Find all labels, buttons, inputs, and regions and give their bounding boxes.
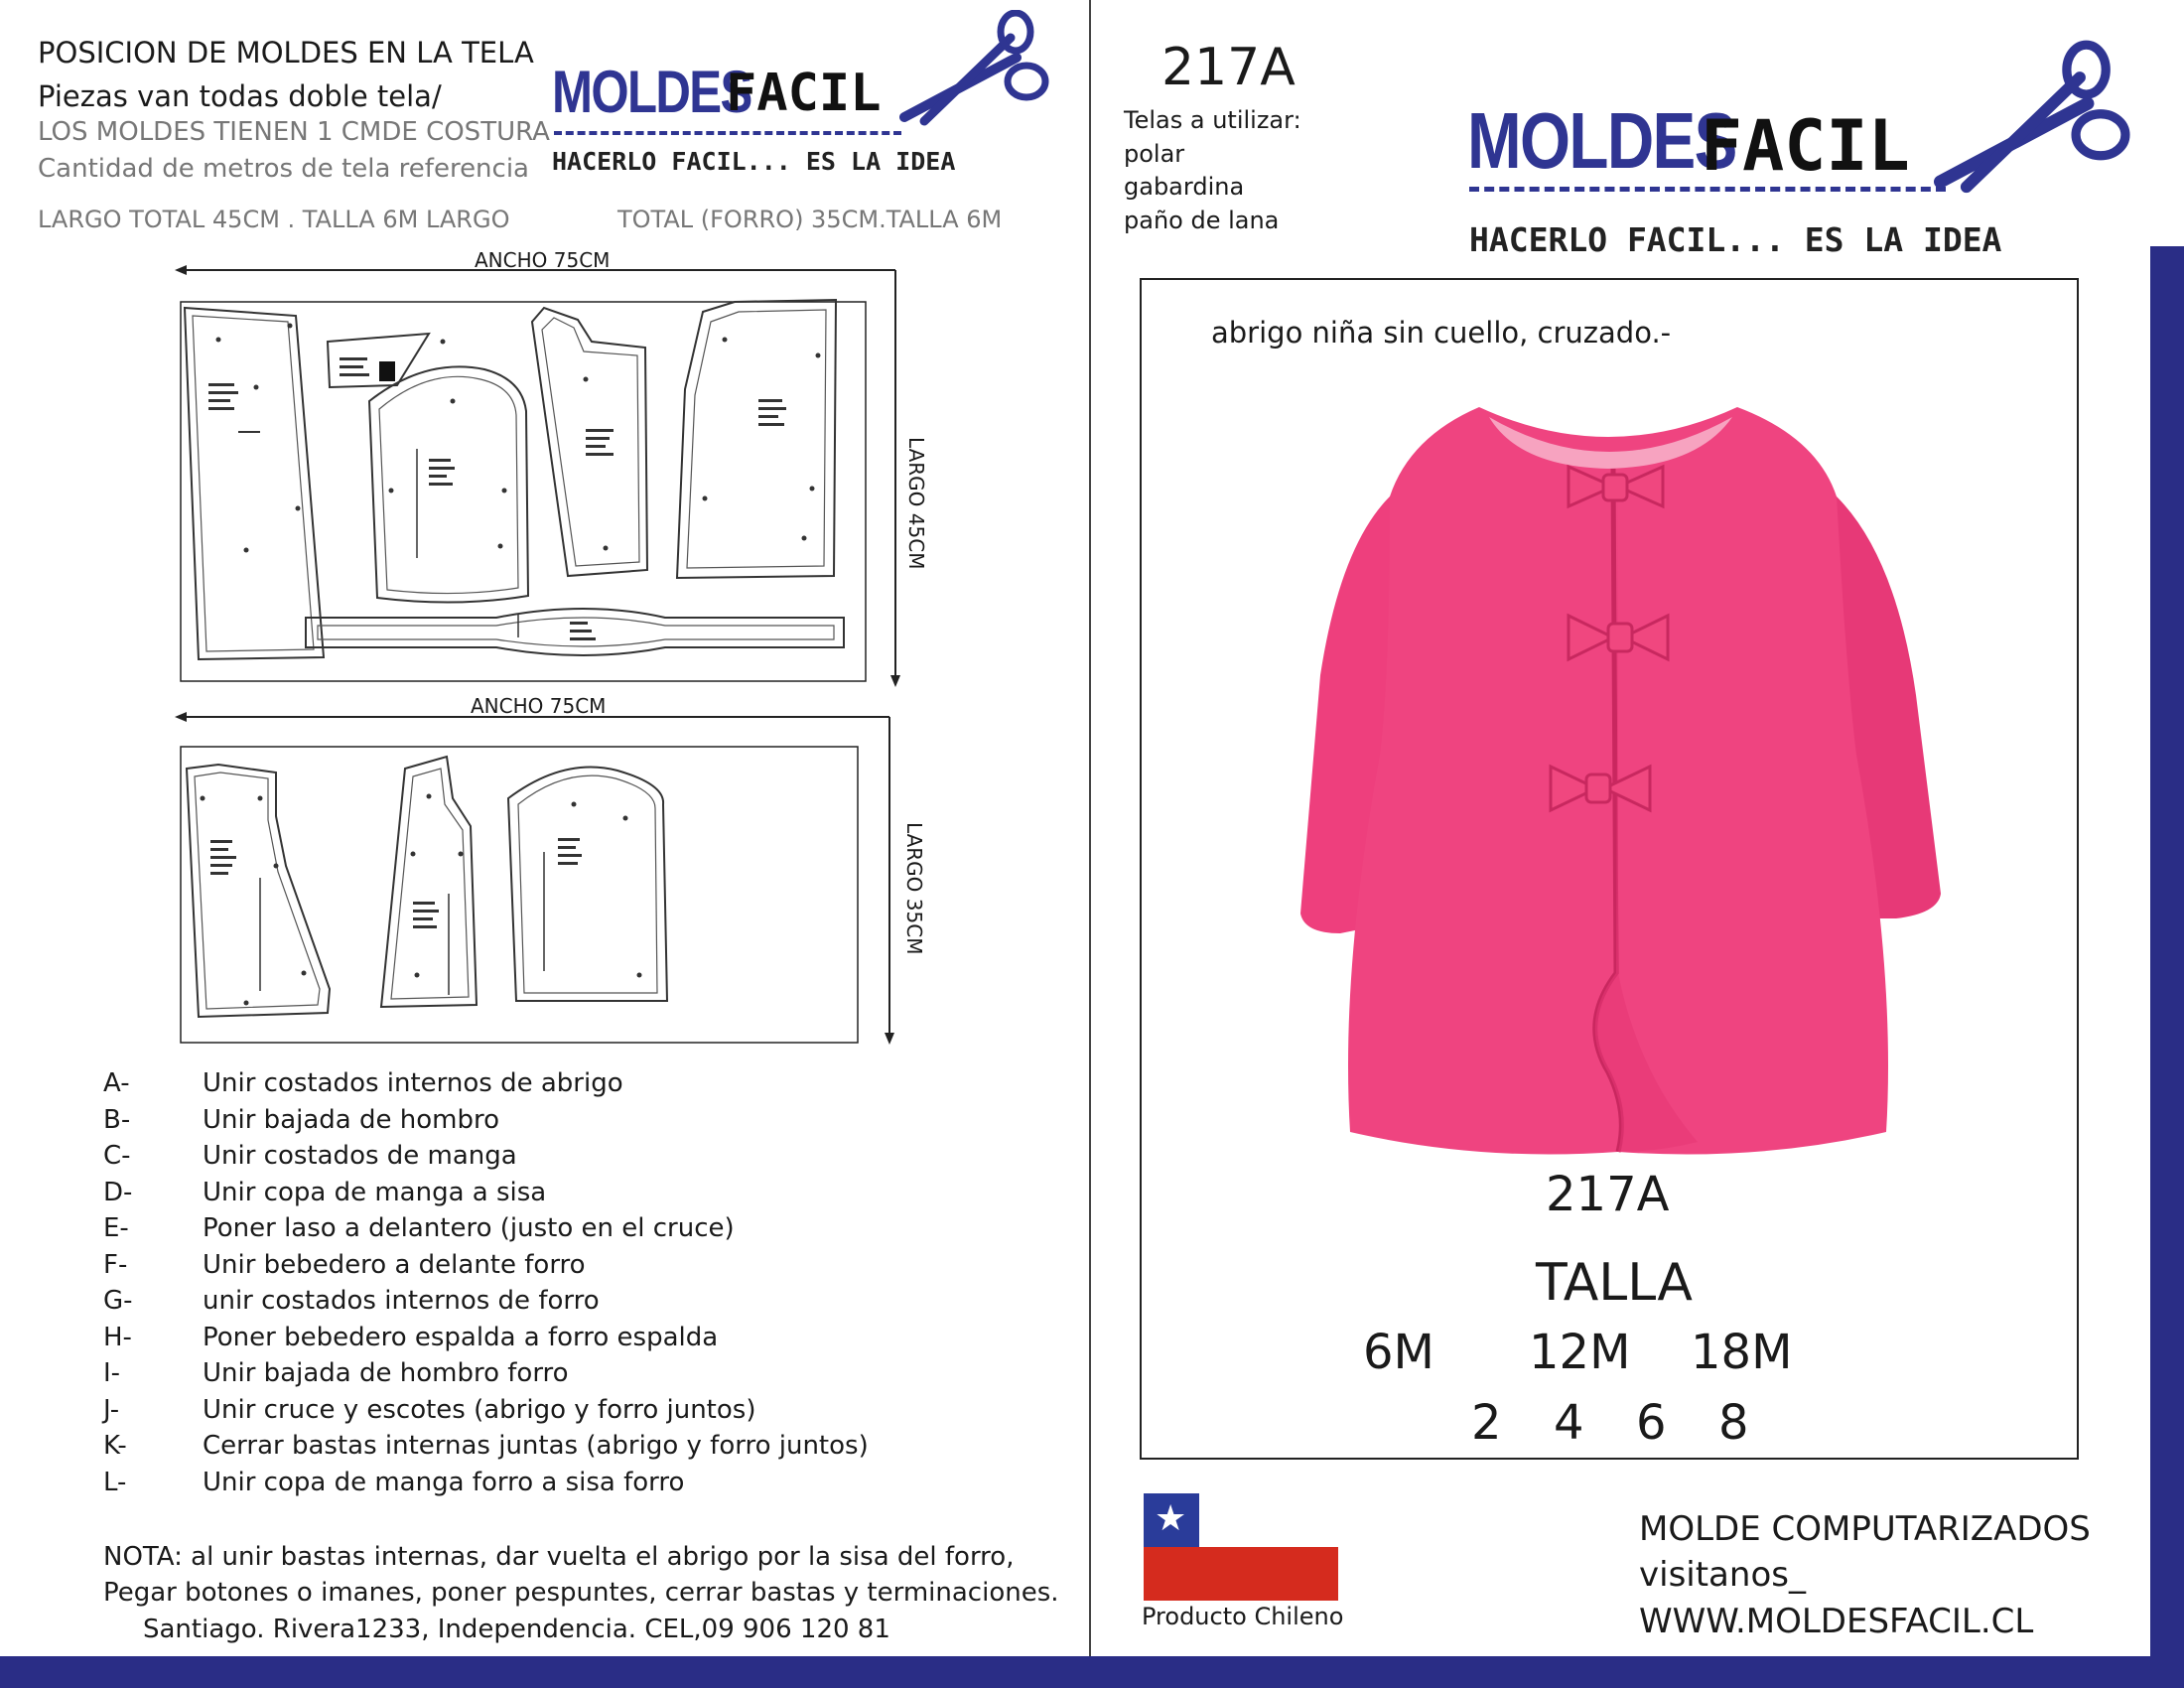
list-item — [103, 1175, 997, 1211]
fabric-meters-note: Cantidad de metros de tela referencia — [38, 154, 529, 184]
step-text: Unir costados de manga — [203, 1141, 517, 1172]
logo-left — [552, 10, 1058, 184]
step-letter: C- — [103, 1141, 131, 1172]
layout-line-2: Piezas van todas doble tela/ — [38, 79, 442, 113]
flag-caption: Producto Chileno — [1142, 1603, 1344, 1630]
logo-right — [1467, 40, 2152, 268]
step-text: Unir bebedero a delante forro — [203, 1249, 586, 1280]
layout2-diagram — [169, 707, 923, 1055]
size-12m: 12M — [1529, 1325, 1631, 1380]
list-item — [103, 1138, 997, 1175]
steps-list — [103, 1065, 997, 1500]
seam-allowance-note: LOS MOLDES TIENEN 1 CMDE COSTURA — [38, 117, 550, 147]
scissors-icon — [899, 10, 1058, 129]
size-6: 6 — [1636, 1395, 1667, 1451]
logo-moldes-text: MOLDES — [552, 59, 751, 125]
product-description: abrigo niña sin cuello, cruzado.- — [1211, 316, 1672, 350]
chile-flag-icon: ★ — [1144, 1493, 1338, 1601]
footer-line-1: MOLDE COMPUTARIZADOS — [1639, 1509, 2091, 1549]
footer-line-2: visitanos_ — [1639, 1555, 1806, 1595]
address: Santiago. Rivera1233, Independencia. CEL,09 906 120 81 — [143, 1615, 890, 1644]
layout1-diagram — [169, 260, 933, 697]
size-18m: 18M — [1691, 1325, 1793, 1380]
layout1-height-label: LARGO 45CM — [904, 437, 928, 570]
size-8: 8 — [1718, 1395, 1749, 1451]
step-letter: I- — [103, 1358, 121, 1389]
page-divider — [1089, 0, 1091, 1688]
step-text: Unir cruce y escotes (abrigo y forro juntos) — [203, 1394, 756, 1425]
step-text: Unir costados internos de abrigo — [203, 1068, 623, 1099]
step-letter: E- — [103, 1213, 129, 1244]
logo-facil-text: FACIL — [1701, 105, 1910, 187]
list-item — [103, 1065, 997, 1102]
list-item — [103, 1392, 997, 1429]
coat-illustration — [1281, 377, 1946, 1162]
list-item — [103, 1102, 997, 1139]
step-letter: B- — [103, 1104, 131, 1135]
bottom-bar — [0, 1656, 2184, 1688]
layout2-width-label: ANCHO 75CM — [471, 694, 607, 718]
logo-facil-text: FACIL — [726, 64, 882, 123]
logo-dash-line — [554, 131, 901, 135]
list-item — [103, 1210, 997, 1247]
step-letter: K- — [103, 1431, 127, 1462]
step-letter: L- — [103, 1467, 127, 1497]
list-item — [103, 1465, 997, 1501]
step-letter: D- — [103, 1177, 133, 1207]
step-text: Unir copa de manga forro a sisa forro — [203, 1467, 685, 1497]
measure-left: LARGO TOTAL 45CM . TALLA 6M LARGO — [38, 206, 510, 233]
step-text: Poner laso a delantero (justo en el cruce) — [203, 1213, 735, 1244]
logo-tagline: HACERLO FACIL... ES LA IDEA — [552, 147, 956, 176]
list-item — [103, 1355, 997, 1392]
layout1-width-label: ANCHO 75CM — [475, 248, 611, 272]
fabric-item: gabardina — [1124, 173, 1245, 201]
pattern-code-bottom: 217A — [1546, 1167, 1670, 1222]
right-edge-bar — [2150, 246, 2184, 1688]
layout2-height-label: LARGO 35CM — [902, 822, 926, 955]
size-title: TALLA — [1536, 1253, 1694, 1313]
step-text: Poner bebedero espalda a forro espalda — [203, 1322, 719, 1352]
website-url: WWW.MOLDESFACIL.CL — [1639, 1602, 2034, 1641]
step-text: Unir bajada de hombro — [203, 1104, 499, 1135]
scissors-icon — [1934, 40, 2142, 199]
step-text: Cerrar bastas internas juntas (abrigo y forro juntos) — [203, 1431, 869, 1462]
logo-tagline: HACERLO FACIL... ES LA IDEA — [1469, 220, 2002, 259]
layout-title: POSICION DE MOLDES EN LA TELA — [38, 36, 534, 70]
list-item — [103, 1247, 997, 1284]
logo-dash-line — [1469, 187, 1946, 192]
list-item — [103, 1428, 997, 1465]
step-letter: G- — [103, 1286, 133, 1317]
step-text: unir costados internos de forro — [203, 1286, 600, 1317]
fabric-item: polar — [1124, 140, 1185, 168]
fabric-item: paño de lana — [1124, 207, 1280, 234]
step-letter: F- — [103, 1249, 128, 1280]
logo-moldes-text: MOLDES — [1467, 96, 1736, 185]
pattern-code: 217A — [1161, 38, 1296, 97]
size-2: 2 — [1471, 1395, 1502, 1451]
size-4: 4 — [1554, 1395, 1584, 1451]
list-item — [103, 1320, 997, 1356]
list-item — [103, 1283, 997, 1320]
step-text: Unir copa de manga a sisa — [203, 1177, 547, 1207]
step-text: Unir bajada de hombro forro — [203, 1358, 569, 1389]
size-6m: 6M — [1363, 1325, 1434, 1380]
note-line-1: NOTA: al unir bastas internas, dar vuelta el abrigo por la sisa del forro, — [103, 1542, 1015, 1572]
step-letter: A- — [103, 1068, 130, 1099]
measure-right: TOTAL (FORRO) 35CM.TALLA 6M — [617, 206, 1003, 233]
fabrics-title: Telas a utilizar: — [1124, 106, 1301, 134]
step-letter: J- — [103, 1394, 120, 1425]
note-line-2: Pegar botones o imanes, poner pespuntes, cerrar bastas y terminaciones. — [103, 1578, 1059, 1608]
step-letter: H- — [103, 1322, 132, 1352]
